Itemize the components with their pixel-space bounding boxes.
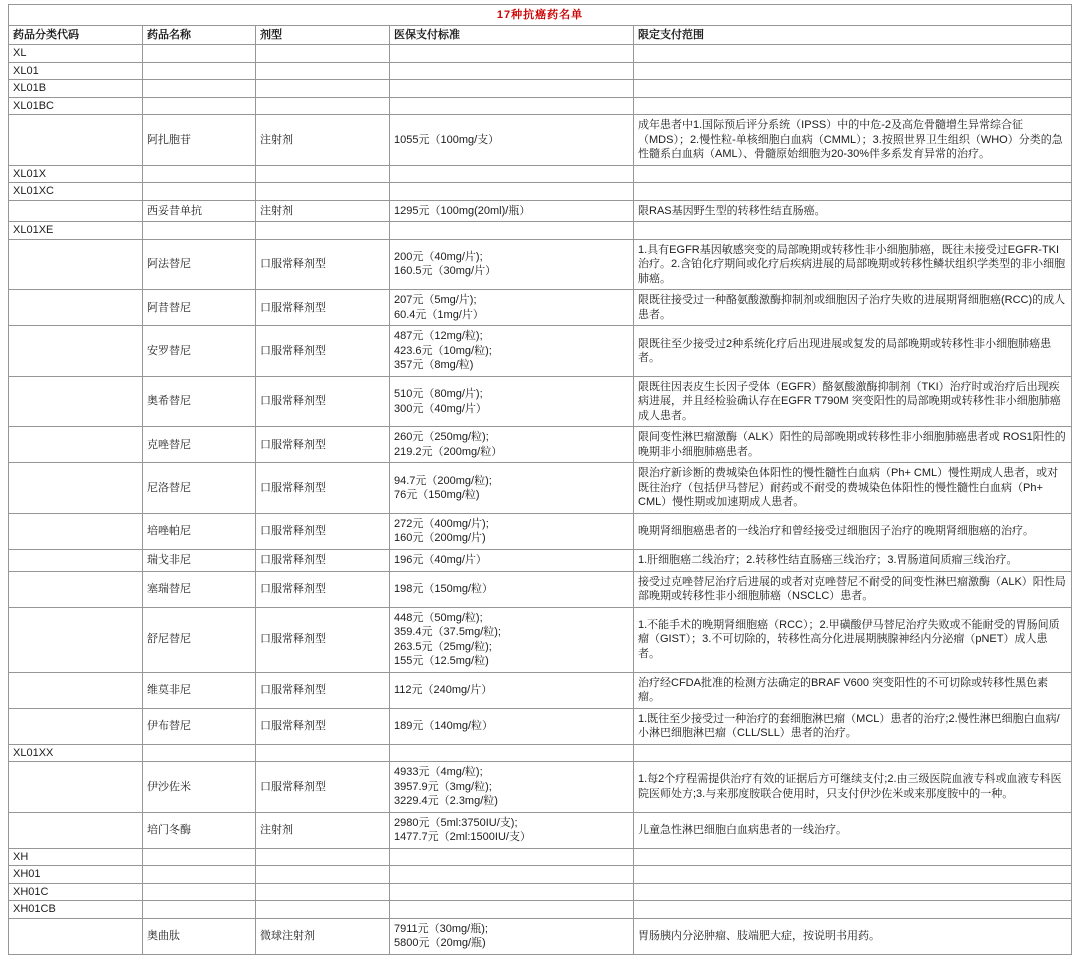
price-line: 112元（240mg/片）	[394, 683, 493, 696]
drug-name-cell	[143, 165, 256, 183]
dosage-form-cell: 口服常释剂型	[256, 607, 390, 672]
scope-cell: 晚期肾细胞癌患者的一线治疗和曾经接受过细胞因子治疗的晚期肾细胞癌的治疗。	[634, 513, 1072, 549]
price-cell	[390, 222, 634, 240]
dosage-form-cell	[256, 866, 390, 884]
price-line: 160.5元（30mg/片）	[394, 265, 497, 278]
dosage-form-cell: 微球注射剂	[256, 918, 390, 954]
drug-row	[9, 376, 1072, 427]
price-cell	[390, 513, 634, 549]
price-cell	[390, 901, 634, 919]
code-cell: XH01	[9, 866, 143, 884]
dosage-form-cell	[256, 901, 390, 919]
price-cell	[390, 427, 634, 463]
drug-name-cell	[143, 222, 256, 240]
drug-row	[9, 762, 1072, 813]
price-line: 4933元（4mg/粒);	[394, 766, 483, 779]
drug-name-cell: 瑞戈非尼	[143, 549, 256, 571]
code-cell	[9, 918, 143, 954]
dosage-form-cell: 口服常释剂型	[256, 427, 390, 463]
dosage-form-cell	[256, 744, 390, 762]
page-title: 17种抗癌药名单	[9, 5, 1072, 26]
price-cell	[390, 290, 634, 326]
drug-name-cell: 伊沙佐米	[143, 762, 256, 813]
drug-row	[9, 672, 1072, 708]
code-cell: XL01XC	[9, 183, 143, 201]
drug-name-cell	[143, 97, 256, 115]
drug-row	[9, 115, 1072, 166]
price-cell	[390, 45, 634, 63]
scope-cell: 治疗经CFDA批准的检测方法确定的BRAF V600 突变阳性的不可切除或转移性黑色素瘤。	[634, 672, 1072, 708]
scope-cell: 限治疗新诊断的费城染色体阳性的慢性髓性白血病（Ph+ CML）慢性期成人患者，或对既往治疗（包括伊马替尼）耐药或不耐受的费城染色体阳性的慢性髓性白血病（Ph+ CML）慢性期或加速期成人患者。	[634, 463, 1072, 514]
code-cell	[9, 571, 143, 607]
drug-row	[9, 918, 1072, 954]
price-cell	[390, 571, 634, 607]
scope-cell: 限既往至少接受过2种系统化疗后出现进展或复发的局部晚期或转移性非小细胞肺癌患者。	[634, 326, 1072, 377]
drug-row	[9, 463, 1072, 514]
drug-name-cell	[143, 45, 256, 63]
column-header-code: 药品分类代码	[9, 25, 143, 45]
drug-name-cell: 塞瑞替尼	[143, 571, 256, 607]
price-line: 2980元（5ml:3750IU/支);	[394, 816, 518, 829]
price-cell	[390, 239, 634, 290]
drug-name-cell	[143, 883, 256, 901]
price-cell	[390, 183, 634, 201]
scope-cell	[634, 183, 1072, 201]
header-row	[9, 25, 1072, 45]
dosage-form-cell	[256, 848, 390, 866]
dosage-form-cell: 口服常释剂型	[256, 549, 390, 571]
scope-cell	[634, 80, 1072, 98]
code-row	[9, 901, 1072, 919]
scope-cell: 限RAS基因野生型的转移性结直肠癌。	[634, 200, 1072, 222]
drug-row	[9, 708, 1072, 744]
price-line: 207元（5mg/片);	[394, 294, 477, 307]
code-cell: XL01XX	[9, 744, 143, 762]
dosage-form-cell: 注射剂	[256, 200, 390, 222]
drug-name-cell: 舒尼替尼	[143, 607, 256, 672]
price-line: 359.4元（37.5mg/粒);	[394, 626, 501, 639]
code-cell	[9, 812, 143, 848]
price-line: 300元（40mg/片）	[394, 402, 487, 415]
drug-name-cell: 培唑帕尼	[143, 513, 256, 549]
scope-cell	[634, 97, 1072, 115]
scope-cell: 1.不能手术的晚期肾细胞癌（RCC）；2.甲磺酸伊马替尼治疗失败或不能耐受的胃肠间质瘤（GIST）；3.不可切除的，转移性高分化进展期胰腺神经内分泌瘤（pNET）成人患者。	[634, 607, 1072, 672]
price-cell	[390, 165, 634, 183]
price-line: 272元（400mg/片);	[394, 517, 489, 530]
scope-cell	[634, 62, 1072, 80]
price-line: 189元（140mg/粒）	[394, 719, 494, 732]
code-cell	[9, 239, 143, 290]
dosage-form-cell: 口服常释剂型	[256, 762, 390, 813]
drug-name-cell	[143, 183, 256, 201]
dosage-form-cell	[256, 45, 390, 63]
scope-cell: 接受过克唑替尼治疗后进展的或者对克唑替尼不耐受的间变性淋巴瘤激酶（ALK）阳性局部晚期或转移性非小细胞肺癌（NSCLC）患者。	[634, 571, 1072, 607]
drug-table	[8, 4, 1072, 955]
column-header-form: 剂型	[256, 25, 390, 45]
title-row	[9, 5, 1072, 26]
drug-name-cell	[143, 80, 256, 98]
code-row	[9, 62, 1072, 80]
price-cell	[390, 607, 634, 672]
price-line: 1477.7元（2ml:1500IU/支）	[394, 831, 531, 844]
price-line: 155元（12.5mg/粒)	[394, 655, 489, 668]
dosage-form-cell	[256, 222, 390, 240]
price-cell	[390, 848, 634, 866]
price-cell	[390, 463, 634, 514]
drug-name-cell: 安罗替尼	[143, 326, 256, 377]
drug-table-body	[9, 45, 1072, 955]
code-cell	[9, 290, 143, 326]
price-line: 60.4元（1mg/片）	[394, 308, 484, 321]
price-line: 510元（80mg/片);	[394, 388, 483, 401]
scope-cell: 1.具有EGFR基因敏感突变的局部晚期或转移性非小细胞肺癌，既往未接受过EGFR-TKI治疗。2.含铂化疗期间或化疗后疾病进展的局部晚期或转移性鳞状组织学类型的非小细胞肺癌。	[634, 239, 1072, 290]
code-cell: XH01C	[9, 883, 143, 901]
code-cell	[9, 708, 143, 744]
code-row	[9, 80, 1072, 98]
drug-name-cell: 培门冬酶	[143, 812, 256, 848]
dosage-form-cell: 口服常释剂型	[256, 326, 390, 377]
code-cell	[9, 326, 143, 377]
scope-cell: 儿童急性淋巴细胞白血病患者的一线治疗。	[634, 812, 1072, 848]
price-line: 200元（40mg/片);	[394, 250, 483, 263]
drug-name-cell: 阿扎胞苷	[143, 115, 256, 166]
price-line: 1055元（100mg/支）	[394, 133, 500, 146]
price-cell	[390, 549, 634, 571]
code-row	[9, 97, 1072, 115]
drug-row	[9, 290, 1072, 326]
drug-name-cell: 西妥昔单抗	[143, 200, 256, 222]
price-cell	[390, 200, 634, 222]
code-cell	[9, 376, 143, 427]
code-cell	[9, 115, 143, 166]
dosage-form-cell	[256, 97, 390, 115]
dosage-form-cell: 口服常释剂型	[256, 708, 390, 744]
scope-cell: 限既往因表皮生长因子受体（EGFR）酪氨酸激酶抑制剂（TKI）治疗时或治疗后出现疾病进展，并且经检验确认存在EGFR T790M 突变阳性的局部晚期或转移性非小细胞肺癌成人患者。	[634, 376, 1072, 427]
code-row	[9, 883, 1072, 901]
dosage-form-cell: 注射剂	[256, 115, 390, 166]
scope-cell: 1.每2个疗程需提供治疗有效的证据后方可继续支付;2.由三级医院血液专科或血液专科医院医师处方;3.与来那度胺联合使用时，只支付伊沙佐米或来那度胺中的一种。	[634, 762, 1072, 813]
dosage-form-cell: 口服常释剂型	[256, 672, 390, 708]
code-row	[9, 165, 1072, 183]
column-header-scope: 限定支付范围	[634, 25, 1072, 45]
price-line: 3229.4元（2.3mg/粒)	[394, 795, 498, 808]
scope-cell	[634, 744, 1072, 762]
price-line: 423.6元（10mg/粒);	[394, 344, 492, 357]
code-cell: XL	[9, 45, 143, 63]
drug-row	[9, 239, 1072, 290]
price-line: 487元（12mg/粒);	[394, 330, 483, 343]
dosage-form-cell: 口服常释剂型	[256, 571, 390, 607]
code-cell	[9, 762, 143, 813]
code-cell	[9, 607, 143, 672]
column-header-price: 医保支付标准	[390, 25, 634, 45]
drug-name-cell: 尼洛替尼	[143, 463, 256, 514]
scope-cell	[634, 222, 1072, 240]
dosage-form-cell	[256, 165, 390, 183]
drug-name-cell	[143, 744, 256, 762]
scope-cell: 1.肝细胞癌二线治疗；2.转移性结直肠癌三线治疗；3.胃肠道间质瘤三线治疗。	[634, 549, 1072, 571]
drug-name-cell: 奥希替尼	[143, 376, 256, 427]
drug-name-cell: 维莫非尼	[143, 672, 256, 708]
drug-name-cell	[143, 866, 256, 884]
dosage-form-cell: 口服常释剂型	[256, 463, 390, 514]
price-line: 448元（50mg/粒);	[394, 611, 483, 624]
drug-row	[9, 200, 1072, 222]
scope-cell: 胃肠胰内分泌肿瘤、肢端肥大症，按说明书用药。	[634, 918, 1072, 954]
scope-cell: 1.既往至少接受过一种治疗的套细胞淋巴瘤（MCL）患者的治疗;2.慢性淋巴细胞白血病/小淋巴细胞淋巴瘤（CLL/SLL）患者的治疗。	[634, 708, 1072, 744]
drug-name-cell: 伊布替尼	[143, 708, 256, 744]
code-row	[9, 744, 1072, 762]
dosage-form-cell: 口服常释剂型	[256, 239, 390, 290]
price-line: 1295元（100mg(20ml)/瓶）	[394, 204, 531, 217]
drug-row	[9, 812, 1072, 848]
scope-cell	[634, 45, 1072, 63]
price-line: 196元（40mg/片）	[394, 553, 487, 566]
dosage-form-cell: 注射剂	[256, 812, 390, 848]
price-cell	[390, 97, 634, 115]
price-line: 3957.9元（3mg/粒);	[394, 780, 492, 793]
price-line: 76元（150mg/粒)	[394, 489, 480, 502]
drug-row	[9, 326, 1072, 377]
price-cell	[390, 918, 634, 954]
code-cell: XL01	[9, 62, 143, 80]
price-cell	[390, 326, 634, 377]
code-cell	[9, 463, 143, 514]
drug-name-cell	[143, 901, 256, 919]
dosage-form-cell	[256, 62, 390, 80]
price-line: 94.7元（200mg/粒);	[394, 474, 492, 487]
code-row	[9, 183, 1072, 201]
price-cell	[390, 115, 634, 166]
drug-row	[9, 513, 1072, 549]
drug-name-cell: 奥曲肽	[143, 918, 256, 954]
price-line: 198元（150mg/粒）	[394, 582, 494, 595]
price-cell	[390, 744, 634, 762]
code-cell	[9, 549, 143, 571]
scope-cell	[634, 866, 1072, 884]
scope-cell	[634, 848, 1072, 866]
price-cell	[390, 812, 634, 848]
price-cell	[390, 708, 634, 744]
scope-cell: 成年患者中1.国际预后评分系统（IPSS）中的中危-2及高危骨髓增生异常综合征（MDS）；2.慢性粒-单核细胞白血病（CMML）；3.按照世界卫生组织（WHO）分类的急性髓系白血病（AML）、骨髓原始细胞为20-30%伴多系发育异常的治疗。	[634, 115, 1072, 166]
price-line: 219.2元（200mg/粒）	[394, 445, 503, 458]
price-cell	[390, 80, 634, 98]
drug-row	[9, 549, 1072, 571]
code-cell	[9, 672, 143, 708]
price-line: 160元（200mg/片)	[394, 532, 486, 545]
price-line: 5800元（20mg/瓶)	[394, 937, 486, 950]
code-row	[9, 45, 1072, 63]
drug-name-cell	[143, 62, 256, 80]
price-line: 7911元（30mg/瓶);	[394, 922, 488, 935]
scope-cell	[634, 901, 1072, 919]
drug-name-cell: 阿法替尼	[143, 239, 256, 290]
code-row	[9, 848, 1072, 866]
dosage-form-cell: 口服常释剂型	[256, 513, 390, 549]
code-row	[9, 866, 1072, 884]
price-cell	[390, 62, 634, 80]
scope-cell	[634, 165, 1072, 183]
code-cell: XL01X	[9, 165, 143, 183]
price-line: 263.5元（25mg/粒);	[394, 640, 492, 653]
drug-row	[9, 571, 1072, 607]
code-cell: XH	[9, 848, 143, 866]
code-cell: XL01XE	[9, 222, 143, 240]
price-cell	[390, 762, 634, 813]
price-cell	[390, 883, 634, 901]
drug-name-cell	[143, 848, 256, 866]
drug-name-cell: 克唑替尼	[143, 427, 256, 463]
code-cell: XL01B	[9, 80, 143, 98]
price-line: 357元（8mg/粒)	[394, 359, 474, 372]
dosage-form-cell: 口服常释剂型	[256, 290, 390, 326]
code-cell: XH01CB	[9, 901, 143, 919]
code-cell: XL01BC	[9, 97, 143, 115]
price-cell	[390, 376, 634, 427]
dosage-form-cell	[256, 80, 390, 98]
column-header-name: 药品名称	[143, 25, 256, 45]
code-cell	[9, 513, 143, 549]
drug-name-cell: 阿昔替尼	[143, 290, 256, 326]
scope-cell: 限既往接受过一种酪氨酸激酶抑制剂或细胞因子治疗失败的进展期肾细胞癌(RCC)的成人患者。	[634, 290, 1072, 326]
price-cell	[390, 866, 634, 884]
scope-cell: 限间变性淋巴瘤激酶（ALK）阳性的局部晚期或转移性非小细胞肺癌患者或 ROS1阳性的晚期非小细胞肺癌患者。	[634, 427, 1072, 463]
dosage-form-cell	[256, 883, 390, 901]
price-line: 260元（250mg/粒);	[394, 431, 489, 444]
scope-cell	[634, 883, 1072, 901]
dosage-form-cell	[256, 183, 390, 201]
code-cell	[9, 427, 143, 463]
code-cell	[9, 200, 143, 222]
drug-row	[9, 607, 1072, 672]
drug-row	[9, 427, 1072, 463]
dosage-form-cell: 口服常释剂型	[256, 376, 390, 427]
price-cell	[390, 672, 634, 708]
code-row	[9, 222, 1072, 240]
